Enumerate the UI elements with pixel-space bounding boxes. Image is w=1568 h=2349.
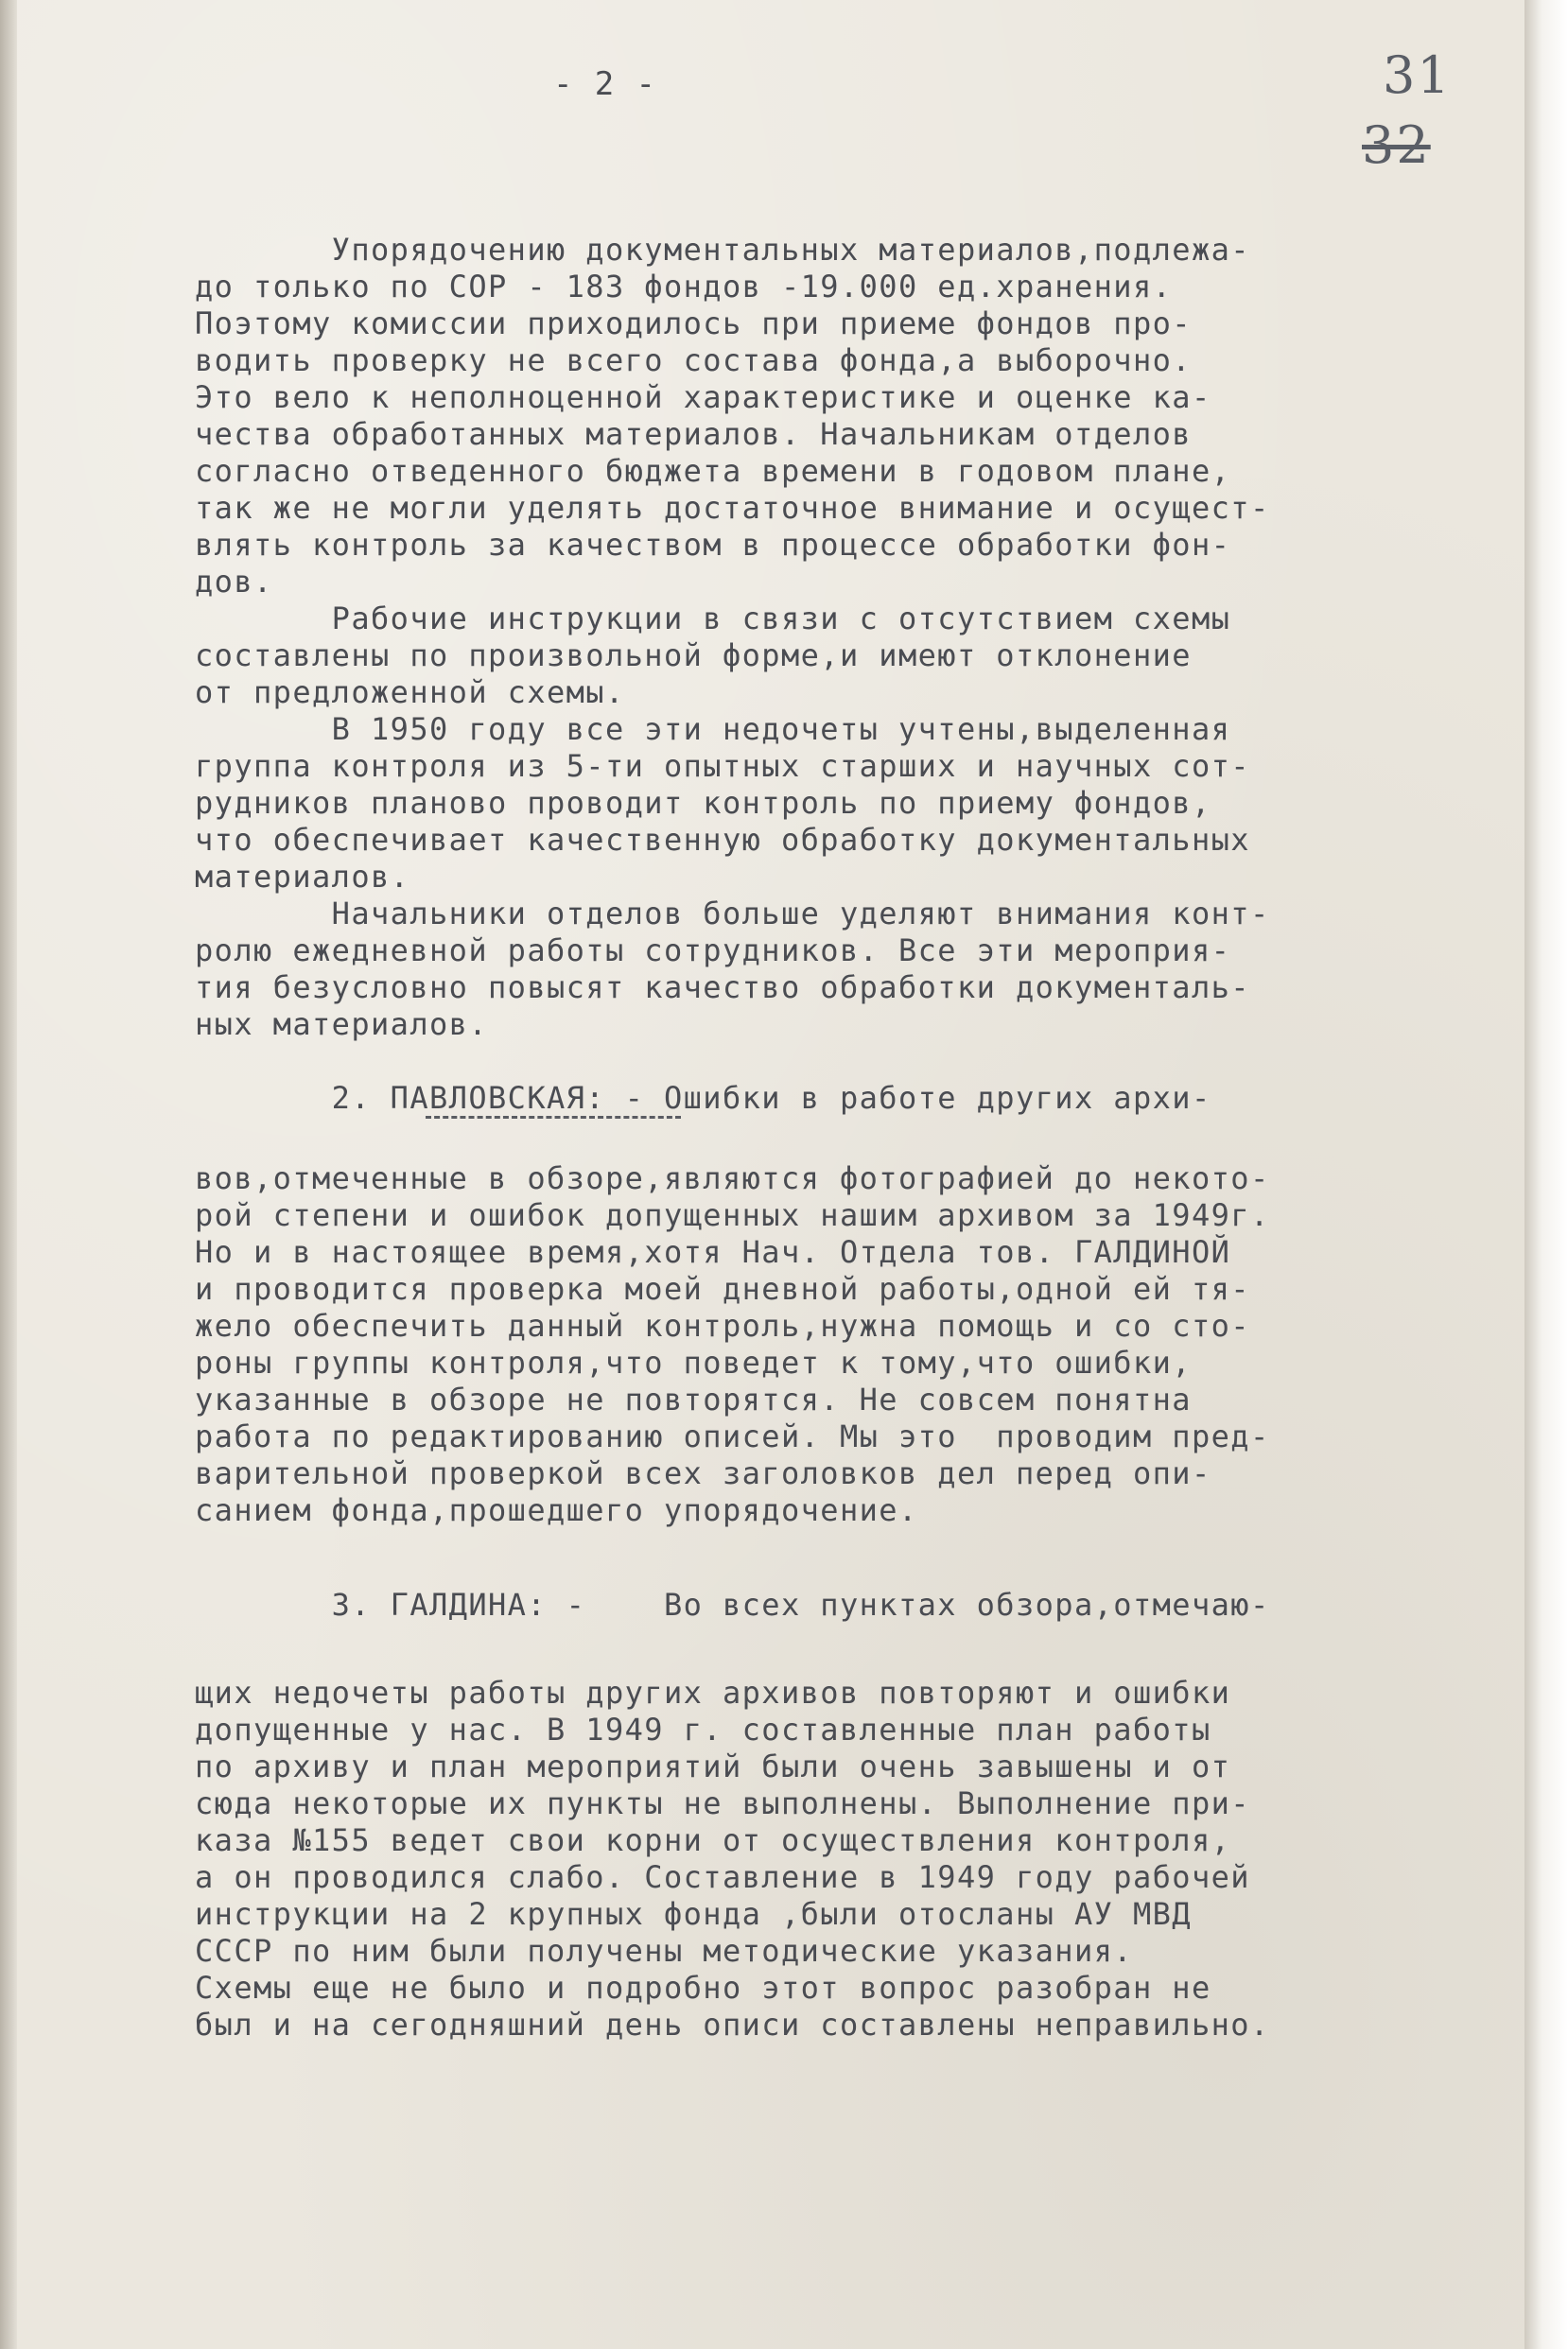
text-line: материалов. (195, 859, 410, 895)
text-line: допущенные у нас. В 1949 г. составленные план работы (195, 1712, 1211, 1748)
text-line: согласно отведенного бюджета времени в годовом плане, (195, 453, 1231, 489)
text-line: группа контроля из 5-ти опытных старших и научных сот- (195, 748, 1250, 784)
text-line: тия безусловно повысят качество обработки документаль- (195, 969, 1250, 1005)
text-line: Рабочие инструкции в связи с отсутствием схемы (195, 600, 1231, 636)
text-line: водить проверку не всего состава фонда,а выборочно. (195, 342, 1192, 378)
speaker-heading: 2. ПАВЛОВСКАЯ: - Ошибки в работе других архи- (195, 1080, 1211, 1116)
text-line: ных материалов. (195, 1006, 488, 1042)
archive-sheet-number: 31 (1383, 45, 1452, 105)
speaker-heading: 3. ГАЛДИНА: - Во всех пунктах обзора,отмечаю- (195, 1587, 1270, 1623)
text-line: от предложенной схемы. (195, 674, 625, 710)
text-line: по архиву и план мероприятий были очень завышены и от (195, 1749, 1231, 1784)
text-line: роны группы контроля,что поведет к тому,что ошибки, (195, 1345, 1192, 1381)
text-line: так же не могли уделять достаточное внимание и осущест- (195, 490, 1270, 526)
text-line: вов,отмеченные в обзоре,являются фотографией до некото- (195, 1160, 1270, 1196)
text-line: указанные в обзоре не повторятся. Не совсем понятна (195, 1382, 1192, 1418)
text-line: сюда некоторые их пункты не выполнены. Выполнение при- (195, 1785, 1250, 1821)
text-line: чества обработанных материалов. Начальникам отделов (195, 416, 1192, 452)
page-left-edge-shadow (0, 0, 17, 2349)
text-line: жело обеспечить данный контроль,нужна помощь и со сто- (195, 1308, 1250, 1344)
text-line: а он проводился слабо. Составление в 1949 году рабочей (195, 1859, 1250, 1895)
speaker-section-2 (195, 1080, 1270, 1529)
text-line: составлены по произвольной форме,и имеют отклонение (195, 637, 1192, 673)
text-line: и проводится проверка моей дневной работы,одной ей тя- (195, 1271, 1250, 1307)
text-line: Упорядочению документальных материалов,подлежа- (195, 232, 1250, 268)
text-line: рудников планово проводит контроль по приему фондов, (195, 785, 1211, 821)
text-line: рой степени и ошибок допущенных нашим архивом за 1949г. (195, 1197, 1270, 1233)
text-line: варительной проверкой всех заголовков дел перед опи- (195, 1455, 1211, 1491)
text-line: влять контроль за качеством в процессе обработки фон- (195, 527, 1231, 563)
text-line: Начальники отделов больше уделяют внимания конт- (195, 896, 1270, 931)
page-number: - 2 - (553, 65, 657, 103)
text-line: был и на сегодняшний день описи составлены неправильно. (195, 2007, 1270, 2043)
paragraph-block-1 (195, 232, 1270, 1043)
text-line: работа по редактированию описей. Мы это проводим пред- (195, 1418, 1270, 1454)
text-line: СССР по ним были получены методические указания. (195, 1933, 1133, 1969)
archive-sheet-number-crossed: 32 (1362, 115, 1431, 175)
text-line: санием фонда,прошедшего упорядочение. (195, 1492, 918, 1528)
text-line: щих недочеты работы других архивов повторяют и ошибки (195, 1675, 1231, 1711)
text-line: Схемы еще не было и подробно этот вопрос разобран не (195, 1970, 1211, 2006)
text-line: каза №155 ведет свои корни от осуществления контроля, (195, 1822, 1231, 1858)
text-line: В 1950 году все эти недочеты учтены,выделенная (195, 711, 1231, 747)
text-line: инструкции на 2 крупных фонда ,были отосланы АУ МВД (195, 1896, 1192, 1932)
text-line: Поэтому комиссии приходилось при приеме фондов про- (195, 305, 1192, 341)
text-line: ролю ежедневной работы сотрудников. Все эти мероприя- (195, 932, 1231, 968)
text-line: дов. (195, 564, 273, 600)
text-line: что обеспечивает качественную обработку документальных (195, 822, 1250, 858)
text-line: до только по СОР - 183 фондов -19.000 ед.хранения. (195, 269, 1173, 304)
text-line: Это вело к неполноценной характеристике и оценке ка- (195, 379, 1211, 415)
scan-background-edge (1524, 0, 1568, 2349)
speaker-section-3 (195, 1587, 1270, 2044)
text-line: Но и в настоящее время,хотя Нач. Отдела тов. ГАЛДИНОЙ (195, 1234, 1231, 1270)
